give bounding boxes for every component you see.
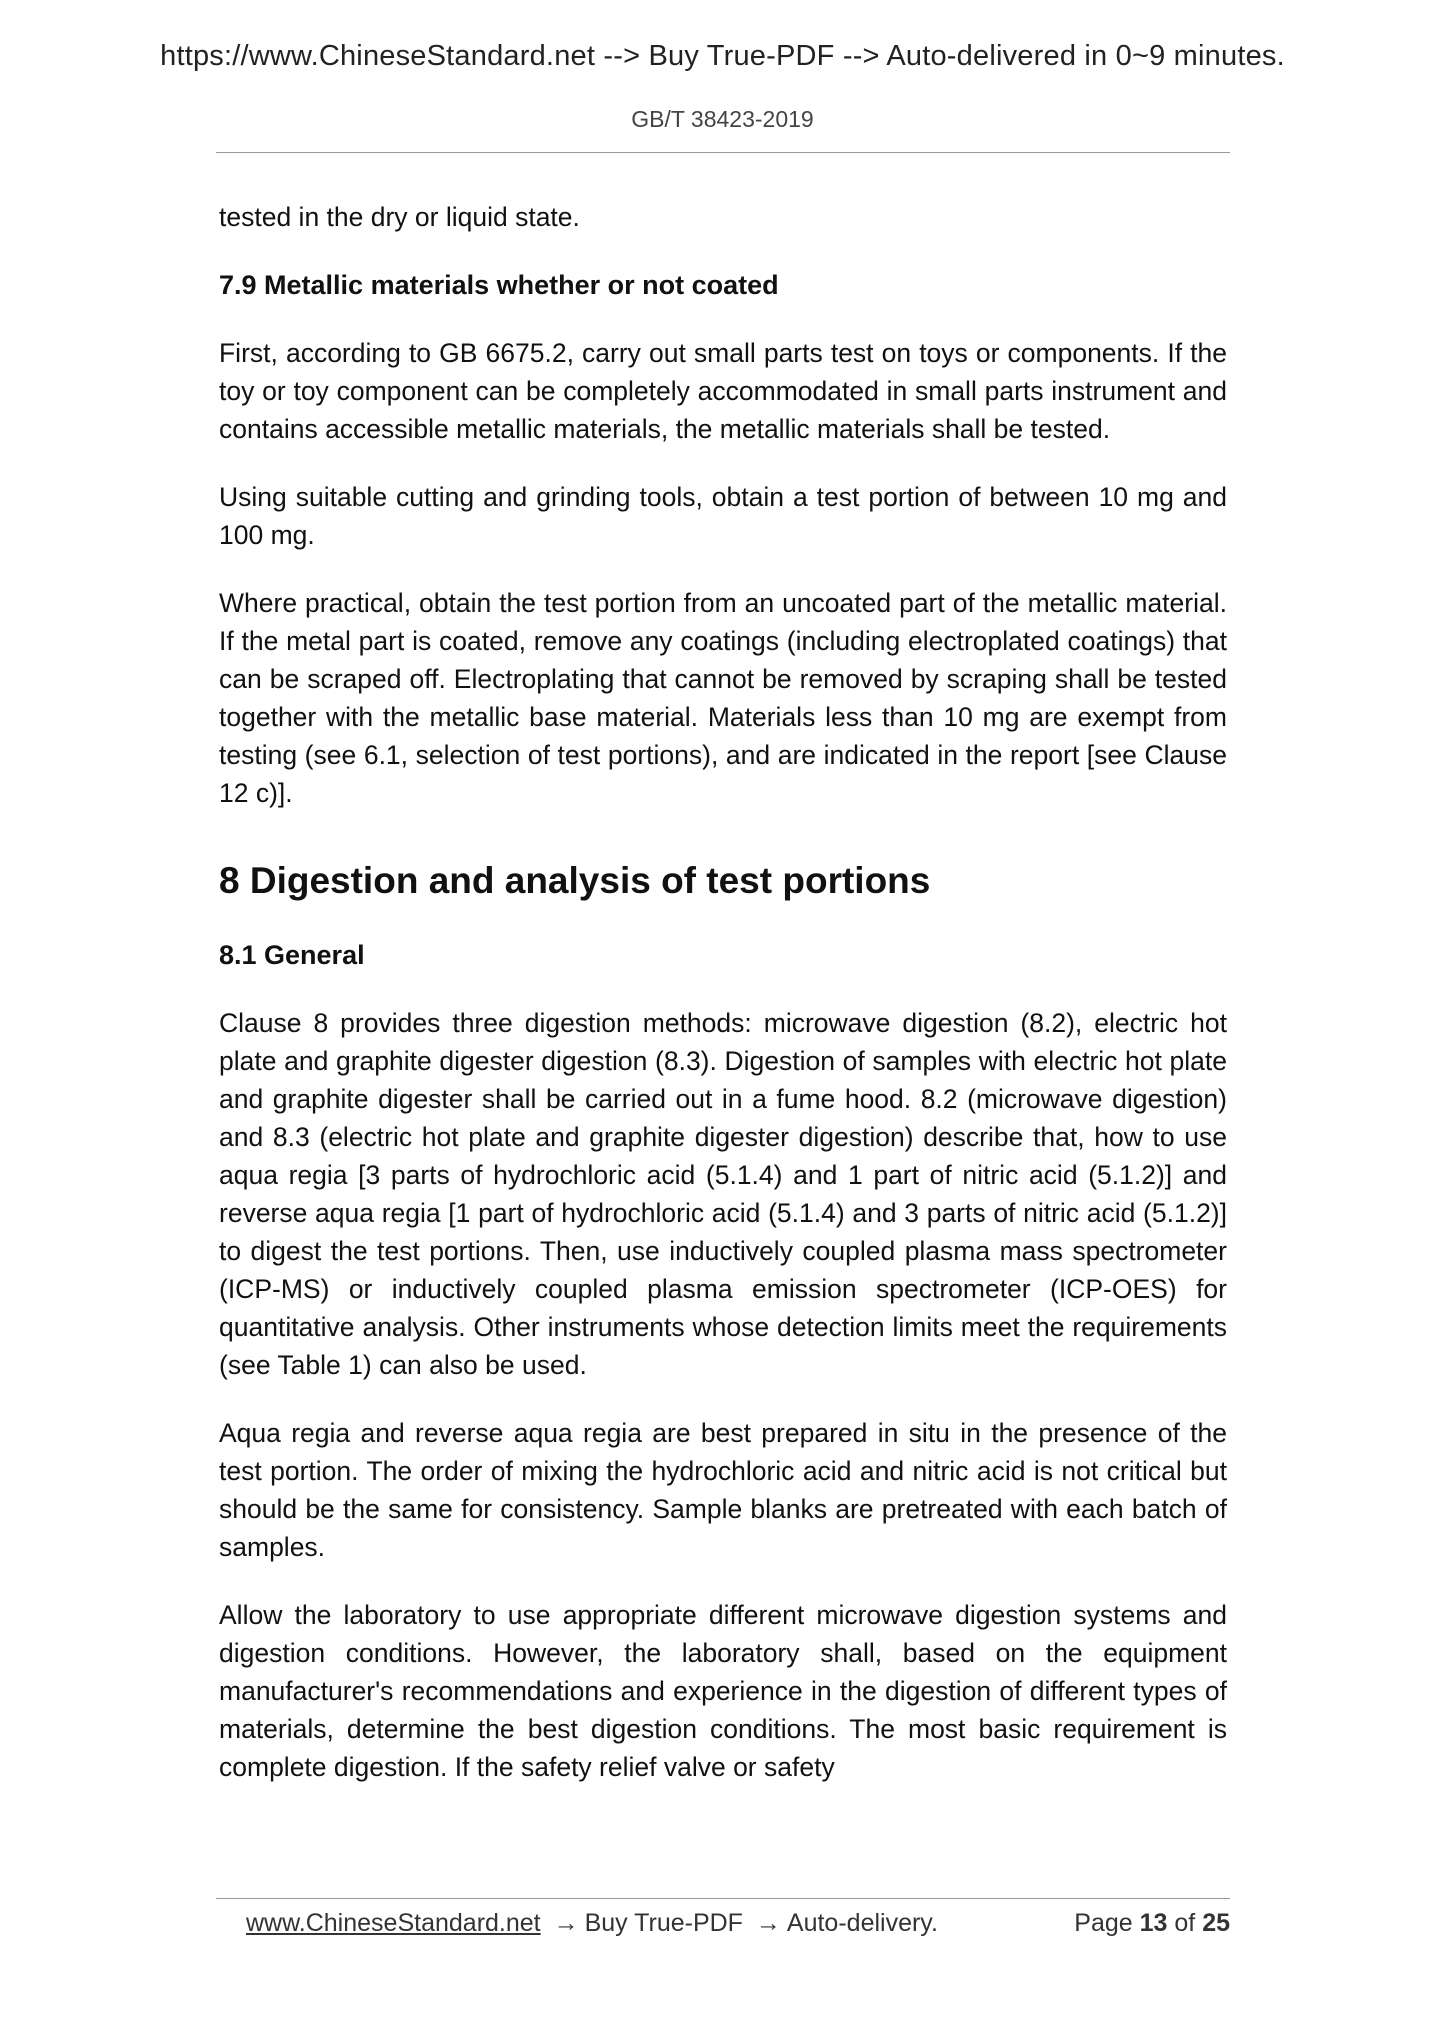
section-7-9-heading: 7.9 Metallic materials whether or not coated — [219, 270, 779, 300]
section-7-9-paragraph-2: Using suitable cutting and grinding tools, obtain a test portion of between 10 mg and 100 mg. — [219, 482, 1227, 550]
page-number: 13 — [1139, 1909, 1168, 1937]
page-label: Page — [1074, 1909, 1133, 1937]
footer-delivery-text: Auto-delivery. — [786, 1909, 938, 1937]
footer-buy-text: Buy True-PDF — [584, 1909, 743, 1937]
document-body — [219, 198, 1227, 1816]
section-8-1-paragraph-2: Aqua regia and reverse aqua regia are best prepared in situ in the presence of the test portion. The order of mixing the hydrochloric acid and nitric acid is not critical but should be the same for consistency. Sample blanks are pretreated with each batch of samples. — [219, 1418, 1227, 1562]
top-banner: https://www.ChineseStandard.net --> Buy True-PDF --> Auto-delivered in 0~9 minutes. — [160, 40, 1285, 72]
continued-paragraph: tested in the dry or liquid state. — [219, 202, 580, 232]
section-7-9-paragraph-3: Where practical, obtain the test portion from an uncoated part of the metallic material. If the metal part is coated, remove any coatings (including electroplated coatings) that can be scraped off. Electroplating that cannot be removed by scraping shall be tested together with the metallic base material. Materials less than 10 mg are exempt from testing (see 6.1, selection of test portions), and are indicated in the report [see Clause 12 c)]. — [219, 588, 1227, 808]
section-7-9-paragraph-1: First, according to GB 6675.2, carry out small parts test on toys or components. If the toy or toy component can be completely accommodated in small parts instrument and contains accessible metallic materials, the metallic materials shall be tested. — [219, 338, 1227, 444]
standard-code-header: GB/T 38423-2019 — [631, 106, 814, 132]
of-label: of — [1174, 1909, 1196, 1937]
page-footer — [246, 1906, 1230, 1940]
clause-8-heading: 8 Digestion and analysis of test portions — [219, 860, 931, 901]
total-pages: 25 — [1202, 1909, 1230, 1937]
page-indicator — [1074, 1906, 1230, 1940]
arrow-right-icon: → — [755, 1909, 781, 1937]
header-divider — [216, 152, 1230, 153]
arrow-right-icon: → — [553, 1909, 579, 1937]
section-8-1-heading: 8.1 General — [219, 940, 365, 970]
footer-site-link[interactable]: www.ChineseStandard.net — [246, 1909, 541, 1937]
footer-divider — [216, 1898, 1230, 1899]
section-8-1-paragraph-1: Clause 8 provides three digestion methods: microwave digestion (8.2), electric hot plate and graphite digester digestion (8.3). Digestion of samples with electric hot plate and graphite digester shall be carried out in a fume hood. 8.2 (microwave digestion) and 8.3 (electric hot plate and graphite digester digestion) describe that, how to use aqua regia [3 parts of hydrochloric acid (5.1.4) and 1 part of nitric acid (5.1.2)] and reverse aqua regia [1 part of hydrochloric acid (5.1.4) and 3 parts of nitric acid (5.1.2)] to digest the test portions. Then, use inductively coupled plasma mass spectrometer (ICP-MS) or inductively coupled plasma emission spectrometer (ICP-OES) for quantitative analysis. Other instruments whose detection limits meet the requirements (see Table 1) can also be used. — [219, 1008, 1227, 1380]
section-8-1-paragraph-3: Allow the laboratory to use appropriate different microwave digestion systems and digestion conditions. However, the laboratory shall, based on the equipment manufacturer's recommendations and experience in the digestion of different types of materials, determine the best digestion conditions. The most basic requirement is complete digestion. If the safety relief valve or safety — [219, 1600, 1227, 1782]
